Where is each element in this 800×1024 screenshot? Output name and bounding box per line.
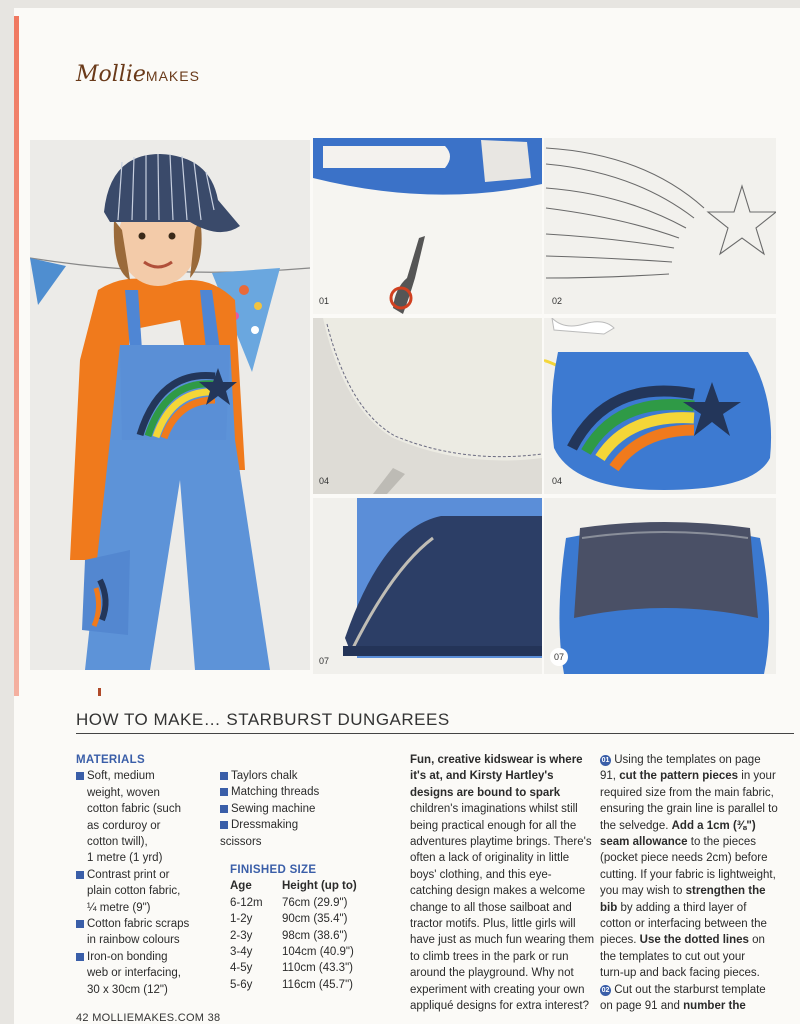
photo-starburst-template [544, 138, 776, 314]
intro-line: adventures playtime brings. There's [410, 836, 592, 849]
list-item-continued: scissors [220, 835, 262, 848]
intro-line: being practical enough for all the [410, 819, 577, 832]
intro-bold-line: it's at, and Kirsty Hartley's [410, 770, 554, 783]
list-item: Soft, medium weight, woven cotton fabric (such as corduroy or cotton twill), 1 metre (1 yrd) [76, 768, 216, 866]
page-edge-stripe [14, 16, 19, 696]
intro-line: appliqué designs for extra interest? [410, 1000, 589, 1013]
materials-list-2 [220, 768, 390, 834]
step-number-badge: 02 [601, 986, 610, 994]
main-photo-child [30, 140, 310, 670]
table-row: 2-3y 98cm (38.6") [230, 929, 348, 942]
step-photo-number: 01 [319, 296, 330, 306]
photo-stitched-edge [313, 318, 542, 494]
materials-column-2 [220, 768, 390, 993]
finished-size-heading: FINISHED SIZE [230, 864, 317, 877]
intro-bold-line: Fun, creative kidswear is where [410, 754, 583, 766]
intro-line: have just as much fun wearing them [410, 934, 595, 947]
step-line: required size from the main fabric, [600, 786, 774, 799]
list-item: Contrast print or plain cotton fabric, ¼ metre (9") [76, 867, 216, 916]
step-line: the selvedge. Add a 1cm (⅜") [600, 819, 756, 832]
intro-line: tractor motifs. Plus, little girls will [410, 918, 576, 931]
step-photo-number: 04 [319, 476, 330, 486]
step-line: you may wish to strengthen the [600, 885, 766, 898]
table-row: 6-12m 76cm (29.9") [230, 896, 348, 909]
step-photo-number: 07 [319, 656, 330, 666]
step-line: cotton or interfacing between the [600, 918, 767, 931]
intro-line: to climb trees in the park or run [410, 950, 569, 963]
intro-line: boys' clothing, and this eye- [410, 868, 552, 881]
step-photo-07-hem [313, 498, 542, 674]
step-line: pieces. Use the dotted lines on [600, 934, 765, 947]
intro-line: often a lack of originality in little [410, 852, 570, 865]
step-photo-04-rainbow [544, 318, 776, 494]
step-line: the templates to cut out your [600, 950, 746, 963]
photo-folded-hem [313, 498, 542, 674]
table-header-row: Age Height (up to) [230, 880, 357, 893]
section-title: HOW TO MAKE… STARBURST DUNGAREES [76, 710, 450, 729]
list-item: Cotton fabric scraps in rainbow colours [76, 916, 216, 949]
intro-bold-line: designs are bound to spark [410, 786, 561, 799]
step-line: cutting. If your fabric is lightweight, [600, 868, 776, 881]
step-photo-04-seam [313, 318, 542, 494]
step-line: 01 Using the templates on page [601, 754, 761, 766]
logo-script: Mollie [76, 62, 146, 87]
step-photo-07-cuff [544, 498, 776, 674]
page-footer: 42 MOLLIEMAKES.COM 38 [76, 1012, 221, 1024]
intro-line: around the playground. Why not [410, 967, 574, 980]
step-line: (pocket piece needs 2cm) before [600, 852, 768, 865]
step-line: ensuring the grain line is parallel to [600, 803, 778, 816]
step-line: on page 91 and number the [600, 1000, 746, 1013]
brand-logo [76, 62, 200, 87]
list-item: Sewing machine [220, 801, 390, 817]
materials-heading: MATERIALS [76, 754, 145, 766]
intro-line: catching design makes a welcome [410, 885, 586, 898]
list-item: Dressmaking [220, 817, 390, 833]
step-photo-01 [313, 138, 542, 314]
finished-size-table [230, 878, 357, 993]
table-row: 4-5y 110cm (43.3") [230, 962, 353, 975]
photo-rainbow-bib [544, 318, 776, 494]
photo-cuff [544, 498, 776, 674]
list-item: Matching threads [220, 784, 390, 800]
margin-mark [98, 688, 101, 696]
step-photo-number: 07 [550, 648, 568, 666]
section-rule [76, 733, 794, 734]
intro-column [410, 752, 595, 1015]
intro-line: experiment with creating your own [410, 983, 585, 996]
step-number-badge: 01 [601, 757, 610, 764]
step-line: 02 Cut out the starburst template [601, 983, 766, 996]
step-line: seam allowance to the pieces [600, 836, 756, 849]
step-line: 91, cut the pattern pieces in your [600, 770, 776, 783]
child-illustration [30, 140, 310, 670]
step-line: bib by adding a third layer of [600, 901, 747, 914]
intro-line: children's imaginations whilst still [410, 803, 578, 816]
materials-list-1 [76, 768, 216, 998]
photo-fabric-scissors [313, 138, 542, 314]
step-line: turn-up and back facing pieces. [600, 967, 760, 980]
step-photo-02 [544, 138, 776, 314]
step-photo-number: 04 [552, 476, 563, 486]
table-row: 5-6y 116cm (45.7") [230, 978, 353, 991]
step-photo-number: 02 [552, 296, 563, 306]
table-row: 1-2y 90cm (35.4") [230, 913, 348, 926]
table-row: 3-4y 104cm (40.9") [230, 946, 354, 959]
intro-line: change to all those sailboat and [410, 901, 572, 914]
list-item: Taylors chalk [220, 768, 390, 784]
list-item: Iron-on bonding web or interfacing, 30 x 30cm (12") [76, 949, 216, 998]
logo-makes: MAKES [145, 68, 200, 84]
steps-column [600, 752, 796, 1015]
materials-column-1 [76, 752, 216, 998]
